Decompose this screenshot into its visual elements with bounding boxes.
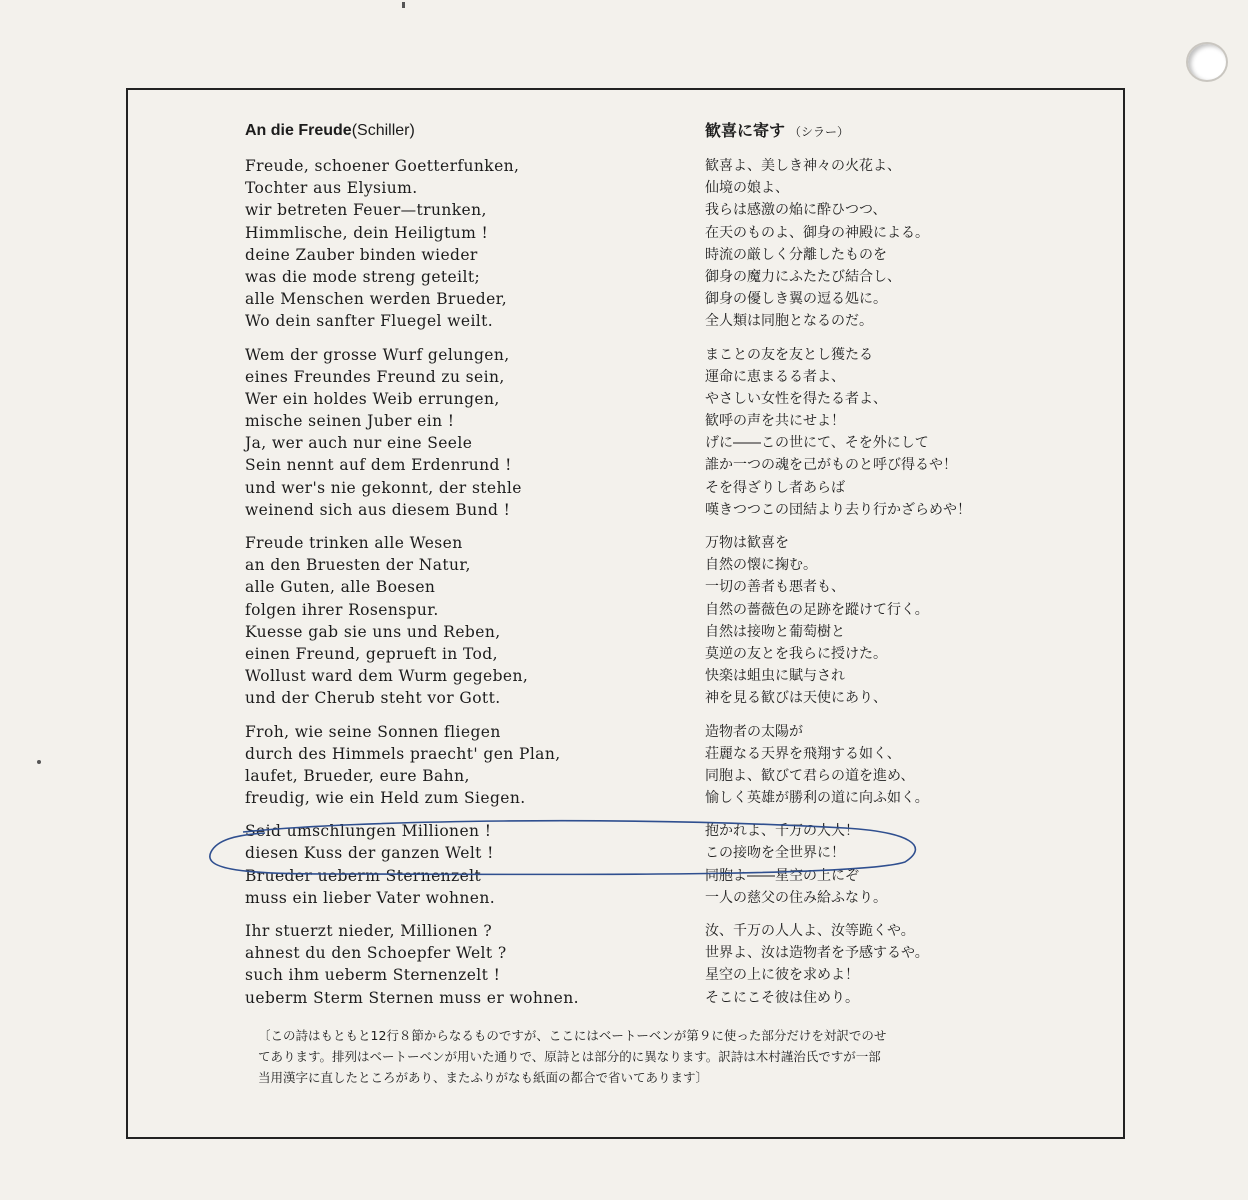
verse-line: und wer's nie gekonnt, der stehle bbox=[245, 478, 522, 497]
verse-line: Kuesse gab sie uns und Reben, bbox=[245, 622, 501, 641]
stanza bbox=[705, 721, 1105, 810]
verse-line: an den Bruesten der Natur, bbox=[245, 556, 471, 575]
verse-line: 快楽は蛆虫に賦与され bbox=[705, 668, 845, 685]
verse-line: 同胞よ――星空の上にぞ bbox=[705, 867, 859, 884]
verse-line: 自然の懐に掬む。 bbox=[705, 557, 817, 574]
verse-line: 御身の魔力にふたたび結合し、 bbox=[705, 268, 901, 285]
verse-line: such ihm ueberm Sternenzelt ! bbox=[245, 966, 501, 985]
verse-line: Seid umschlungen Millionen ! bbox=[245, 822, 492, 841]
verse-line: eines Freundes Freund zu sein, bbox=[245, 367, 505, 386]
stanza bbox=[705, 920, 1105, 1009]
japanese-stanzas bbox=[705, 155, 1105, 1009]
verse-line: folgen ihrer Rosenspur. bbox=[245, 600, 439, 619]
stanza bbox=[245, 532, 665, 710]
verse-line: alle Guten, alle Boesen bbox=[245, 578, 436, 597]
verse-line: 万物は歓喜を bbox=[705, 535, 789, 551]
verse-line: 神を見る歓びは天使にあり、 bbox=[705, 690, 887, 707]
verse-line: was die mode streng geteilt; bbox=[245, 267, 481, 286]
verse-line: まことの友を友とし獲たる bbox=[705, 346, 873, 363]
verse-line: 一人の慈父の住み給ふなり。 bbox=[705, 889, 887, 906]
verse-line: durch des Himmels praecht' gen Plan, bbox=[245, 744, 561, 763]
stanza bbox=[245, 155, 665, 333]
verse-line: weinend sich aus diesem Bund ! bbox=[245, 500, 511, 519]
verse-line: 自然の薔薇色の足跡を蹤けて行く。 bbox=[705, 601, 929, 618]
verse-line: 歓喜よ、美しき神々の火花よ、 bbox=[705, 158, 901, 174]
japanese-title: 歓喜に寄す bbox=[705, 121, 786, 140]
verse-line: げに――この世にて、そを外にして bbox=[705, 435, 929, 452]
verse-line: 一切の善者も悪者も、 bbox=[705, 579, 845, 596]
verse-line: freudig, wie ein Held zum Siegen. bbox=[245, 789, 526, 808]
stanza bbox=[705, 820, 1105, 909]
verse-line: そを得ざりし者あらば bbox=[705, 479, 845, 496]
verse-line: Himmlische, dein Heiligtum ! bbox=[245, 223, 489, 242]
verse-line: 莫逆の友とを我らに授けた。 bbox=[705, 645, 887, 662]
verse-line: muss ein lieber Vater wohnen. bbox=[245, 888, 496, 907]
verse-line: alle Menschen werden Brueder, bbox=[245, 290, 508, 309]
german-column bbox=[245, 120, 665, 1020]
verse-line: Wem der grosse Wurf gelungen, bbox=[245, 345, 510, 364]
verse-line: diesen Kuss der ganzen Welt ! bbox=[245, 844, 494, 863]
verse-line: Tochter aus Elysium. bbox=[245, 179, 418, 198]
punch-hole bbox=[1186, 42, 1228, 82]
verse-line: 荘麗なる天界を飛翔する如く、 bbox=[705, 745, 901, 762]
verse-line: 運命に恵まるる者よ、 bbox=[705, 368, 845, 385]
german-author: (Schiller) bbox=[351, 122, 415, 139]
verse-line: そこにこそ彼は住めり。 bbox=[705, 989, 859, 1006]
verse-line: やさしい女性を得たる者よ、 bbox=[705, 390, 887, 407]
verse-line: 同胞よ、歓びて君らの道を進め、 bbox=[705, 767, 915, 784]
verse-line: Brueder ueberm Sternenzelt bbox=[245, 866, 482, 885]
paper-speck bbox=[402, 2, 405, 8]
verse-line: einen Freund, geprueft in Tod, bbox=[245, 644, 498, 663]
stanza bbox=[245, 920, 665, 1009]
verse-line: 愉しく英雄が勝利の道に向ふ如く。 bbox=[705, 790, 929, 807]
verse-line: Wo dein sanfter Fluegel weilt. bbox=[245, 312, 494, 331]
verse-line: laufet, Brueder, eure Bahn, bbox=[245, 766, 470, 785]
verse-line: 汝、千万の人人よ、汝等跪くや。 bbox=[705, 923, 915, 939]
verse-line: Wollust ward dem Wurm gegeben, bbox=[245, 667, 529, 686]
stanza bbox=[245, 721, 665, 810]
german-heading bbox=[245, 120, 665, 142]
verse-line: Ihr stuerzt nieder, Millionen ? bbox=[245, 922, 493, 940]
verse-line: 歓呼の声を共にせよ！ bbox=[705, 413, 845, 430]
paper-speck bbox=[37, 760, 41, 764]
verse-line: 自然は接吻と葡萄樹と bbox=[705, 623, 845, 640]
note-line: 〔この詩はもともと12行８節からなるものですが、ここにはベートーベンが第９に使った部分だけを対訳でのせ bbox=[258, 1028, 887, 1043]
verse-line: 抱かれよ、千万の人人！ bbox=[705, 823, 859, 840]
verse-line: deine Zauber binden wieder bbox=[245, 245, 478, 264]
verse-line: Wer ein holdes Weib errungen, bbox=[245, 389, 500, 408]
translator-note bbox=[258, 1025, 1018, 1088]
verse-line: 嘆きつつこの団結より去り行かざらめや！ bbox=[705, 501, 971, 518]
stanza bbox=[705, 344, 1105, 522]
japanese-column bbox=[705, 120, 1105, 1020]
verse-line: wir betreten Feuer—trunken, bbox=[245, 201, 487, 220]
verse-line: 全人類は同胞となるのだ。 bbox=[705, 313, 873, 330]
japanese-heading bbox=[705, 120, 1105, 142]
verse-line: 造物者の太陽が bbox=[705, 723, 803, 740]
stanza bbox=[705, 155, 1105, 333]
verse-line: mische seinen Juber ein ! bbox=[245, 412, 455, 431]
verse-line: ahnest du den Schoepfer Welt ? bbox=[245, 944, 507, 963]
stanza bbox=[705, 532, 1105, 710]
german-title: An die Freude bbox=[245, 122, 352, 139]
verse-line: 時流の厳しく分離したものを bbox=[705, 246, 887, 263]
verse-line: Sein nennt auf dem Erdenrund ! bbox=[245, 456, 512, 475]
note-line: てあります。排列はベートーベンが用いた通りで、原詩とは部分的に異なります。訳詩は木村謹治氏ですが一部 bbox=[258, 1049, 881, 1064]
verse-line: 世界よ、汝は造物者を予感するや。 bbox=[705, 945, 929, 962]
verse-line: ueberm Sterm Sternen muss er wohnen. bbox=[245, 988, 579, 1007]
german-stanzas bbox=[245, 155, 665, 1009]
verse-line: und der Cherub steht vor Gott. bbox=[245, 689, 501, 708]
stanza bbox=[245, 344, 665, 522]
note-line: 当用漢字に直したところがあり、またふりがなも紙面の都合で省いてあります〕 bbox=[258, 1070, 709, 1085]
verse-line: 御身の優しき翼の逗る処に。 bbox=[705, 291, 887, 308]
stanza bbox=[245, 820, 665, 909]
verse-line: Froh, wie seine Sonnen fliegen bbox=[245, 722, 501, 741]
verse-line: 我らは感激の焔に酔ひつつ、 bbox=[705, 202, 887, 219]
verse-line: 仙境の娘よ、 bbox=[705, 180, 789, 197]
verse-line: この接吻を全世界に！ bbox=[705, 845, 845, 862]
japanese-author: （シラー） bbox=[789, 125, 850, 139]
verse-line: Freude, schoener Goetterfunken, bbox=[245, 157, 520, 175]
verse-line: 誰か一つの魂を己がものと呼び得るや！ bbox=[705, 457, 957, 474]
verse-line: 在天のものよ、御身の神殿による。 bbox=[705, 224, 929, 241]
verse-line: 星空の上に彼を求めよ！ bbox=[705, 967, 859, 984]
verse-line: Ja, wer auch nur eine Seele bbox=[245, 434, 473, 453]
verse-line: Freude trinken alle Wesen bbox=[245, 534, 463, 552]
